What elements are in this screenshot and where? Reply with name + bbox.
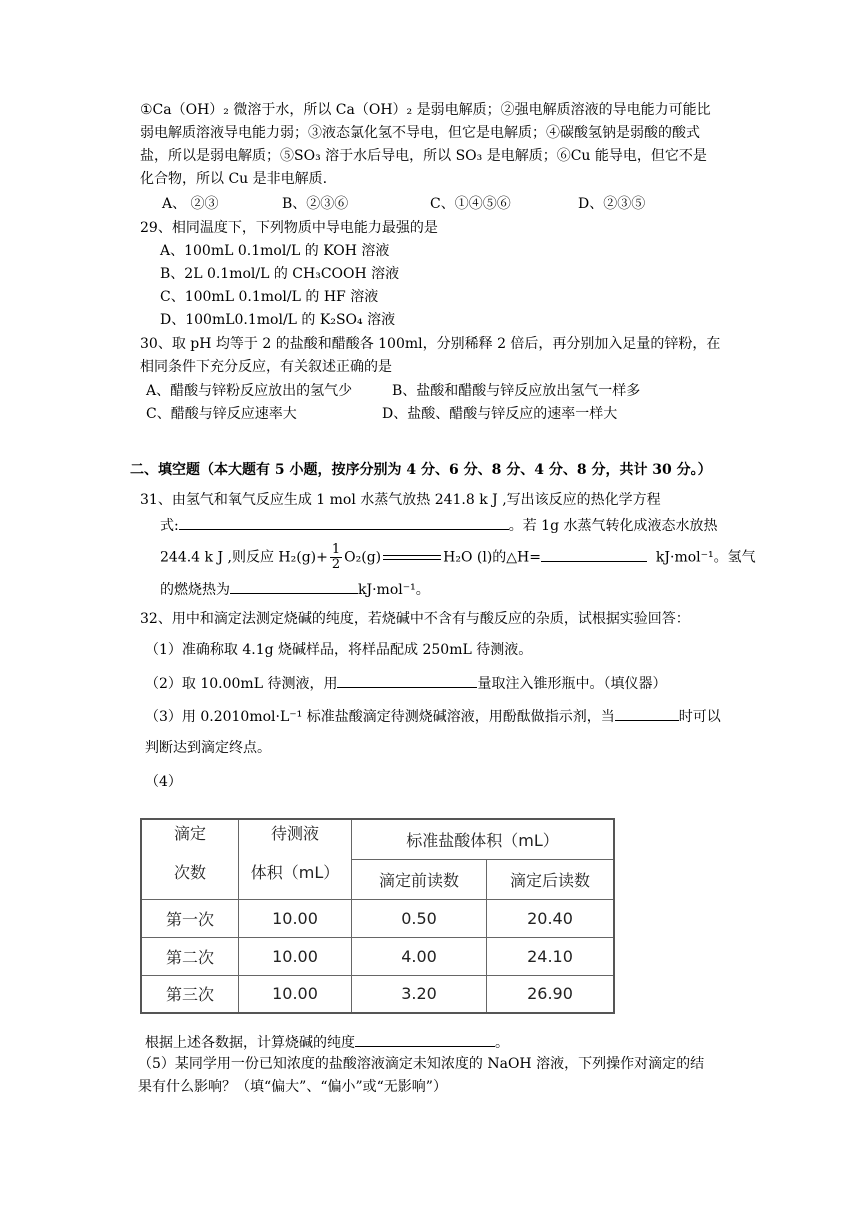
titration-table — [140, 818, 615, 1014]
row-before: 3.20 — [352, 975, 487, 1013]
q32-part-2-prefix: （2）取 10.00mL 待测液，用 — [145, 676, 338, 692]
q28-option-a: A、 ②③ — [162, 196, 219, 212]
q32-part-3-cont: 判断达到滴定终点。 — [145, 740, 271, 756]
table-row — [141, 937, 614, 975]
q31-o2: O₂(g) — [344, 549, 382, 566]
table-row — [141, 975, 614, 1013]
section-2-heading: 二、填空题（本大题有 5 小题，按序分别为 4 分、6 分、8 分、4 分、8 分，共计 30 分。） — [130, 462, 712, 478]
q30-option-d: D、盐酸、醋酸与锌反应的速率一样大 — [382, 406, 618, 422]
q32-part-2-suffix: 量取注入锥形瓶中。（填仪器） — [477, 676, 667, 692]
header-volume: 待测液 — [239, 819, 352, 899]
header-standard-hcl: 标准盐酸体积（mL） — [352, 819, 615, 859]
q32-purity-blank[interactable] — [355, 1032, 495, 1047]
q32-purity-line — [145, 1032, 509, 1053]
q30-line-2: 相同条件下充分反应，有关叙述正确的是 — [140, 359, 392, 375]
q31-line-2-prefix: 式: — [160, 518, 179, 534]
header-count: 滴定 — [141, 819, 239, 899]
q28-line-4: 化合物，所以 Cu 是非电解质. — [140, 171, 328, 187]
q32-purity-prefix: 根据上述各数据，计算烧碱的纯度 — [145, 1035, 355, 1051]
q32-endpoint-blank[interactable] — [615, 706, 679, 721]
q32-part-1: （1）准确称取 4.1g 烧碱样品，将样品配成 250mL 待测液。 — [145, 642, 533, 658]
row-label: 第三次 — [141, 975, 239, 1013]
q32-stem: 32、用中和滴定法测定烧碱的纯度，若烧碱中不含有与酸反应的杂质，试根据实验回答： — [140, 611, 690, 627]
q32-part-5-line-2: 果有什么影响？（填“偏大”、“偏小”或“无影响”） — [138, 1079, 447, 1095]
row-after: 20.40 — [487, 899, 615, 937]
q32-instrument-blank[interactable] — [337, 673, 477, 688]
q28-option-b: B、②③⑥ — [282, 196, 349, 212]
header-count-line-2: 次数 — [173, 863, 206, 882]
row-volume: 10.00 — [239, 937, 352, 975]
q28-option-d: D、②③⑤ — [578, 196, 646, 212]
q32-part-2 — [145, 673, 666, 694]
q31-unit: kJ·mol⁻¹。氢气 — [655, 549, 756, 566]
q32-part-4: （4） — [145, 774, 182, 790]
q30-option-a: A、醋酸与锌粉反应放出的氢气少 — [146, 383, 353, 399]
table-row — [141, 899, 614, 937]
header-volume-line-2: 体积（mL） — [250, 863, 340, 882]
header-before: 滴定前读数 — [352, 859, 487, 899]
q29-option-c: C、100mL 0.1mol/L 的 HF 溶液 — [160, 289, 379, 305]
q31-line-4-unit: kJ·mol⁻¹。 — [358, 582, 430, 598]
row-before: 0.50 — [352, 899, 487, 937]
q30-option-b: B、盐酸和醋酸与锌反应放出氢气一样多 — [392, 383, 641, 399]
q31-line-4-prefix: 的燃烧热为 — [160, 582, 230, 598]
q31-equation-blank[interactable] — [179, 515, 509, 530]
row-after: 26.90 — [487, 975, 615, 1013]
q32-purity-suffix: 。 — [495, 1035, 509, 1051]
q30-option-c: C、醋酸与锌反应速率大 — [146, 406, 297, 422]
q31-line-2-suffix: 。若 1g 水蒸气转化成液态水放热 — [508, 518, 718, 534]
q31-delta-h-blank[interactable] — [541, 547, 647, 562]
q31-line-3 — [160, 543, 756, 572]
q30-line-1: 30、取 pH 均等于 2 的盐酸和醋酸各 100ml，分别稀释 2 倍后，再分别加入足量的锌粉，在 — [140, 336, 721, 352]
q28-line-1: ①Ca（OH）₂ 微溶于水，所以 Ca（OH）₂ 是弱电解质；②强电解质溶液的导电能力可能比 — [140, 102, 711, 118]
header-after: 滴定后读数 — [487, 859, 615, 899]
q31-h2o: H₂O (l)的△H= — [443, 549, 541, 566]
q29-option-b: B、2L 0.1mol/L 的 CH₃COOH 溶液 — [160, 266, 400, 282]
q28-line-2: 弱电解质溶液导电能力弱；③液态氯化氢不导电，但它是电解质；④碳酸氢钠是弱酸的酸式 — [140, 125, 700, 141]
q28-line-3: 盐，所以是弱电解质；⑤SO₃ 溶于水后导电，所以 SO₃ 是电解质；⑥Cu 能导电，但它不是 — [140, 148, 707, 164]
q31-line-2 — [160, 515, 718, 536]
q32-part-3 — [145, 706, 721, 727]
row-label: 第一次 — [141, 899, 239, 937]
q28-option-c: C、①④⑤⑥ — [430, 196, 511, 212]
row-volume: 10.00 — [239, 899, 352, 937]
row-label: 第二次 — [141, 937, 239, 975]
q29-option-a: A、100mL 0.1mol/L 的 KOH 溶液 — [160, 243, 390, 259]
q32-part-3-suffix: 时可以 — [678, 709, 721, 725]
q31-line-3-prefix: 244.4 k J ,则反应 H₂(g)+ — [160, 549, 328, 566]
row-volume: 10.00 — [239, 975, 352, 1013]
q32-part-5-line-1: （5）某同学用一份已知浓度的盐酸溶液滴定未知浓度的 NaOH 溶液，下列操作对滴定的结 — [138, 1056, 705, 1072]
q32-part-3-prefix: （3）用 0.2010mol·L⁻¹ 标准盐酸滴定待测烧碱溶液，用酚酞做指示剂，当 — [145, 709, 615, 725]
q29-stem: 29、相同温度下，下列物质中导电能力最强的是 — [140, 220, 438, 236]
q31-line-4 — [160, 579, 430, 600]
q29-option-d: D、100mL0.1mol/L 的 K₂SO₄ 溶液 — [160, 312, 396, 328]
row-before: 4.00 — [352, 937, 487, 975]
half-fraction: $\frac{1}{2}$ — [331, 542, 341, 572]
q31-line-1: 31、由氢气和氧气反应生成 1 mol 水蒸气放热 241.8 k J ,写出该反应的热化学方程 — [140, 492, 661, 508]
row-after: 24.10 — [487, 937, 615, 975]
equation-double-line — [383, 555, 441, 560]
q31-heat-blank[interactable] — [230, 579, 358, 594]
